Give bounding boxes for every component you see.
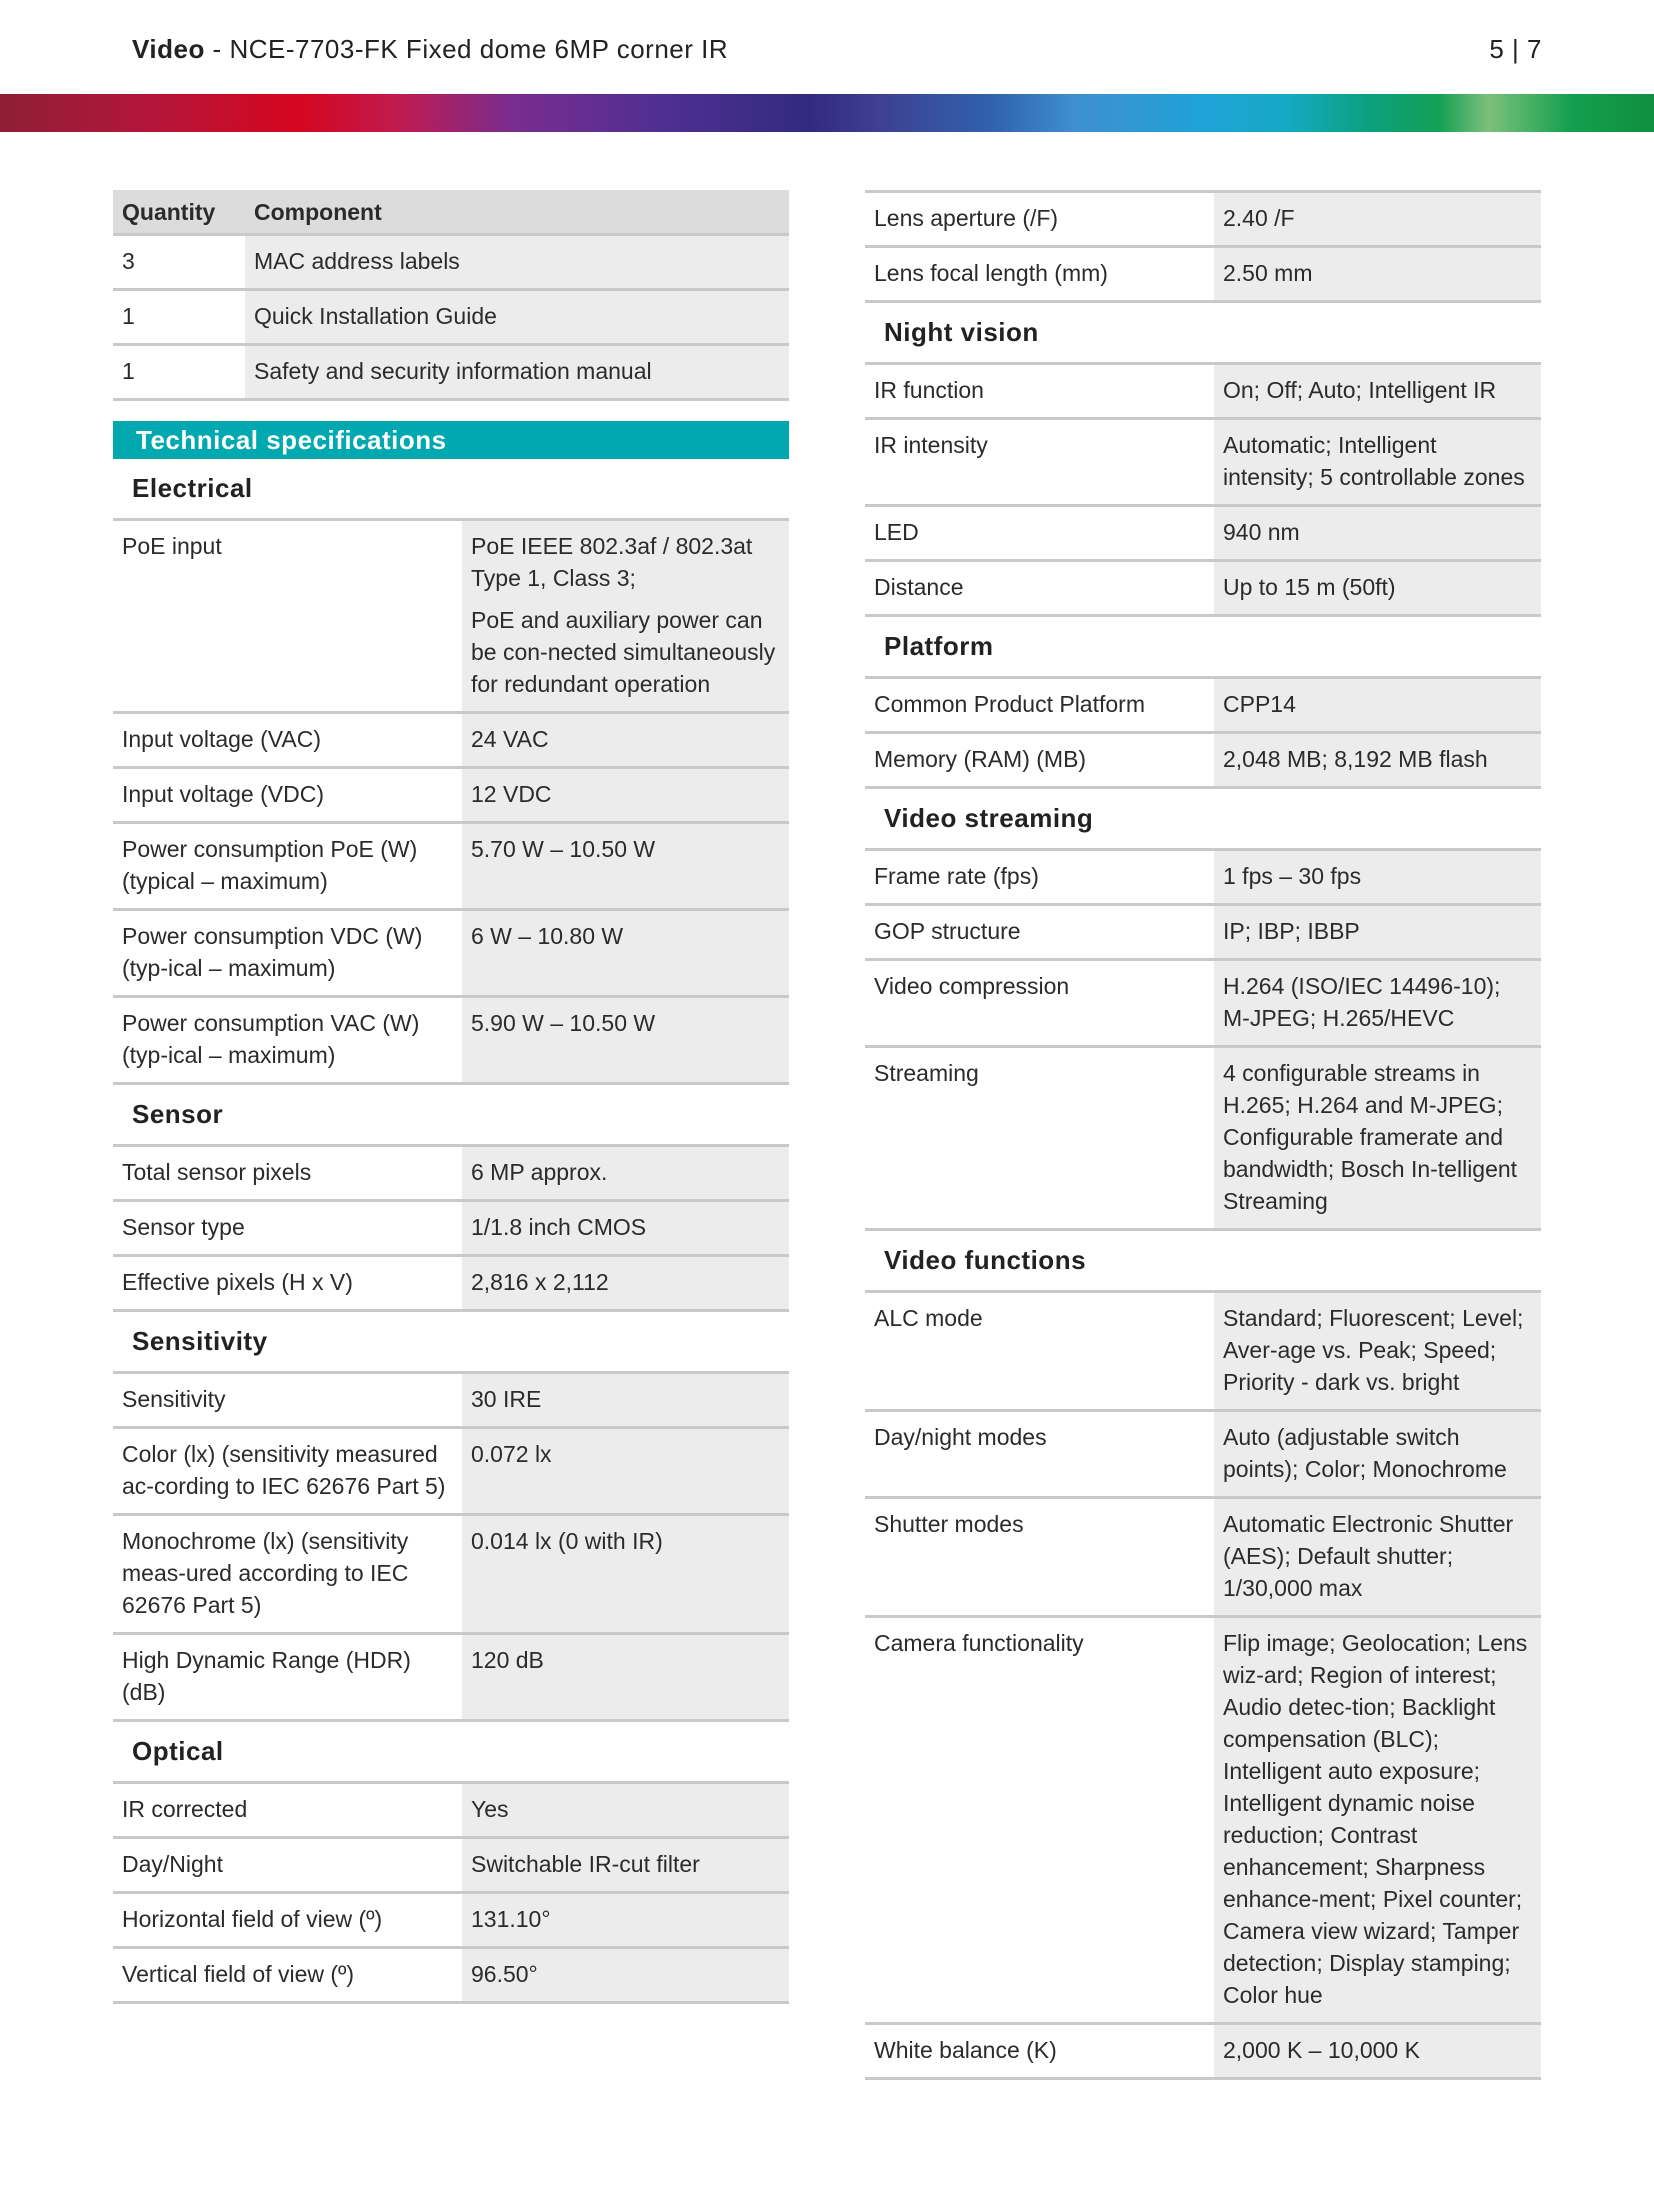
- spec-value: [1214, 960, 1541, 1047]
- spec-table-sensitivity: [113, 1374, 789, 1722]
- spec-value: [462, 1893, 789, 1948]
- spec-value: [1214, 561, 1541, 616]
- technical-specifications-title: Technical specifications: [113, 421, 789, 459]
- quantity-cell: 1: [113, 345, 245, 400]
- spec-value: [462, 1256, 789, 1311]
- spec-value: [1214, 679, 1541, 733]
- spec-row: [865, 679, 1541, 733]
- spec-row: [113, 768, 789, 823]
- spec-value: [462, 910, 789, 997]
- spec-row: [865, 561, 1541, 616]
- spec-label: Lens focal length (mm): [865, 247, 1214, 302]
- spec-value-text: CPP14: [1223, 691, 1296, 717]
- spec-value-text: 4 configurable streams in H.265; H.264 and M-JPEG; Configurable framerate and bandwidth; Bosch In-telligent Streaming: [1223, 1060, 1518, 1214]
- spec-label: Distance: [865, 561, 1214, 616]
- quantity-cell: 1: [113, 290, 245, 345]
- page-header: [132, 34, 1542, 74]
- spec-table-video-streaming: [865, 851, 1541, 1231]
- spec-row: [113, 1784, 789, 1838]
- spec-value-text: 2,816 x 2,112: [471, 1269, 609, 1295]
- section-heading-platform: Platform: [865, 617, 1541, 679]
- spec-value: [462, 768, 789, 823]
- spec-label: Power consumption VAC (W) (typ-ical – maximum): [113, 997, 462, 1084]
- spec-label: IR corrected: [113, 1784, 462, 1838]
- spec-label: Streaming: [865, 1047, 1214, 1230]
- page-number: 5 | 7: [1489, 34, 1542, 64]
- spec-value: [1214, 1411, 1541, 1498]
- spec-row: [113, 521, 789, 713]
- spec-value: [462, 1428, 789, 1515]
- spec-value: [462, 1515, 789, 1634]
- spec-table-electrical: [113, 521, 789, 1085]
- spec-label: Lens aperture (/F): [865, 192, 1214, 247]
- spec-label: White balance (K): [865, 2024, 1214, 2079]
- spec-value-text: 0.072 lx: [471, 1441, 552, 1467]
- spec-table-sensor: [113, 1147, 789, 1312]
- spec-label: Memory (RAM) (MB): [865, 733, 1214, 788]
- section-heading-optical: Optical: [113, 1722, 789, 1784]
- component-cell: Quick Installation Guide: [245, 290, 789, 345]
- spec-value-text: Automatic Electronic Shutter (AES); Default shutter; 1/30,000 max: [1223, 1511, 1514, 1601]
- spec-value: [1214, 851, 1541, 905]
- spec-row: [113, 1893, 789, 1948]
- spec-row: [865, 1411, 1541, 1498]
- spec-label: Day/night modes: [865, 1411, 1214, 1498]
- spec-value: [462, 1784, 789, 1838]
- spec-value: [1214, 247, 1541, 302]
- spec-row: [113, 1948, 789, 2003]
- spec-value: [462, 997, 789, 1084]
- spec-row: [865, 960, 1541, 1047]
- spec-value-text: Yes: [471, 1796, 509, 1822]
- spec-value-text: 5.70 W – 10.50 W: [471, 836, 656, 862]
- spec-value: [462, 1948, 789, 2003]
- spec-value: [462, 1374, 789, 1428]
- table-row: [113, 290, 789, 345]
- spec-row: [113, 1256, 789, 1311]
- spec-row: [865, 247, 1541, 302]
- spec-value: [462, 1201, 789, 1256]
- right-column: [865, 190, 1541, 2080]
- spec-value-text: Up to 15 m (50ft): [1223, 574, 1396, 600]
- spec-row: [865, 192, 1541, 247]
- spec-value-text: 24 VAC: [471, 726, 549, 752]
- spec-value-text: Flip image; Geolocation; Lens wiz-ard; Region of interest; Audio detec-tion; Backlight compensation (BLC); Intelligent auto exposure; Intelligent dynamic noise reduction; Contrast enhancement; Sharpness enhance-ment; Pixel counter; Camera view wizard; Tamper detection; Display stamping; Color hue: [1223, 1630, 1528, 2008]
- spec-row: [113, 713, 789, 768]
- spec-value-text: 1 fps – 30 fps: [1223, 863, 1362, 889]
- spec-value-text: 2,000 K – 10,000 K: [1223, 2037, 1420, 2063]
- spec-value: [1214, 905, 1541, 960]
- spec-value: [1214, 2024, 1541, 2079]
- section-heading-video-functions: Video functions: [865, 1231, 1541, 1293]
- spec-value-text: 6 MP approx.: [471, 1159, 608, 1185]
- quantity-cell: 3: [113, 235, 245, 290]
- spec-row: [865, 2024, 1541, 2079]
- section-heading-sensitivity: Sensitivity: [113, 1312, 789, 1374]
- spec-value-text: PoE IEEE 802.3af / 802.3at Type 1, Class 3;: [471, 533, 753, 591]
- spec-label: Shutter modes: [865, 1498, 1214, 1617]
- spec-value: [1214, 192, 1541, 247]
- spec-value-text: 2,048 MB; 8,192 MB flash: [1223, 746, 1488, 772]
- left-column: [113, 190, 789, 2004]
- header-category: Video: [132, 34, 205, 64]
- spec-row: [865, 851, 1541, 905]
- section-heading-video-streaming: Video streaming: [865, 789, 1541, 851]
- spec-label: Common Product Platform: [865, 679, 1214, 733]
- spec-value-text: Standard; Fluorescent; Level; Aver-age vs. Peak; Speed; Priority - dark vs. bright: [1223, 1305, 1524, 1395]
- spec-value: [1214, 1293, 1541, 1411]
- spec-value-text: 940 nm: [1223, 519, 1300, 545]
- spec-value-text: 131.10°: [471, 1906, 551, 1932]
- spec-value-text: Switchable IR-cut filter: [471, 1851, 700, 1877]
- spec-value: [462, 521, 789, 713]
- component-cell: Safety and security information manual: [245, 345, 789, 400]
- column-header-component: Component: [245, 190, 789, 235]
- spec-row: [113, 1201, 789, 1256]
- brand-color-band: [0, 94, 1654, 132]
- spec-label: Frame rate (fps): [865, 851, 1214, 905]
- spec-label: Input voltage (VAC): [113, 713, 462, 768]
- header-separator: -: [204, 34, 230, 64]
- spec-row: [865, 506, 1541, 561]
- components-table-header: [113, 190, 789, 235]
- table-row: [113, 345, 789, 400]
- component-cell: MAC address labels: [245, 235, 789, 290]
- spec-value-text: 2.40 /F: [1223, 205, 1295, 231]
- spec-value: [1214, 1498, 1541, 1617]
- spec-row: [865, 1293, 1541, 1411]
- spec-value: [1214, 733, 1541, 788]
- spec-row: [113, 997, 789, 1084]
- spec-value: [462, 1634, 789, 1721]
- spec-row: [865, 905, 1541, 960]
- spec-label: Effective pixels (H x V): [113, 1256, 462, 1311]
- spec-label: Input voltage (VDC): [113, 768, 462, 823]
- spec-row: [113, 1838, 789, 1893]
- right-spec-sections: [865, 190, 1541, 2080]
- spec-row: [113, 1147, 789, 1201]
- spec-row: [113, 1515, 789, 1634]
- spec-value-text: 1/1.8 inch CMOS: [471, 1214, 647, 1240]
- spec-table-platform: [865, 679, 1541, 789]
- spec-label: Video compression: [865, 960, 1214, 1047]
- section-heading-electrical: Electrical: [113, 459, 789, 521]
- spec-value: [1214, 1047, 1541, 1230]
- spec-label: Power consumption VDC (W) (typ-ical – maximum): [113, 910, 462, 997]
- spec-value: [1214, 1617, 1541, 2024]
- spec-value: [462, 823, 789, 910]
- spec-value-text: 30 IRE: [471, 1386, 542, 1412]
- spec-table-optical: [113, 1784, 789, 2004]
- spec-value: [1214, 365, 1541, 419]
- spec-table-night-vision: [865, 365, 1541, 617]
- spec-value-text: 96.50°: [471, 1961, 538, 1987]
- spec-row: [865, 1498, 1541, 1617]
- spec-value-text: H.264 (ISO/IEC 14496-10); M-JPEG; H.265/HEVC: [1223, 973, 1501, 1031]
- spec-row: [113, 1634, 789, 1721]
- spec-value-text: Automatic; Intelligent intensity; 5 controllable zones: [1223, 432, 1525, 490]
- spec-value-text: 120 dB: [471, 1647, 544, 1673]
- spec-label: Sensitivity: [113, 1374, 462, 1428]
- header-product: NCE-7703-FK Fixed dome 6MP corner IR: [229, 34, 729, 64]
- spec-value-text: PoE and auxiliary power can be con-nected simultaneously for redundant operation: [471, 607, 776, 697]
- spec-label: GOP structure: [865, 905, 1214, 960]
- section-heading-night-vision: Night vision: [865, 303, 1541, 365]
- spec-row: [865, 365, 1541, 419]
- spec-value-text: 5.90 W – 10.50 W: [471, 1010, 656, 1036]
- spec-table-video-functions: [865, 1293, 1541, 2080]
- components-table: [113, 190, 789, 401]
- spec-label: PoE input: [113, 521, 462, 713]
- spec-value: [462, 713, 789, 768]
- spec-label: Total sensor pixels: [113, 1147, 462, 1201]
- spec-value-text: 6 W – 10.80 W: [471, 923, 624, 949]
- spec-row: [113, 1374, 789, 1428]
- spec-label: Horizontal field of view (º): [113, 1893, 462, 1948]
- spec-label: Power consumption PoE (W) (typical – maximum): [113, 823, 462, 910]
- spec-row: [865, 733, 1541, 788]
- spec-label: LED: [865, 506, 1214, 561]
- spec-value-text: Auto (adjustable switch points); Color; Monochrome: [1223, 1424, 1507, 1482]
- spec-label: IR function: [865, 365, 1214, 419]
- column-header-quantity: Quantity: [113, 190, 245, 235]
- spec-label: Sensor type: [113, 1201, 462, 1256]
- spec-label: Camera functionality: [865, 1617, 1214, 2024]
- spec-label: ALC mode: [865, 1293, 1214, 1411]
- spec-value-text: 0.014 lx (0 with IR): [471, 1528, 663, 1554]
- spec-value-text: IP; IBP; IBBP: [1223, 918, 1360, 944]
- spec-row: [113, 823, 789, 910]
- spec-value: [1214, 419, 1541, 506]
- spec-row: [113, 910, 789, 997]
- spec-value-text: 12 VDC: [471, 781, 552, 807]
- spec-row: [865, 1047, 1541, 1230]
- spec-value: [1214, 506, 1541, 561]
- spec-row: [865, 1617, 1541, 2024]
- table-row: [113, 235, 789, 290]
- section-heading-sensor: Sensor: [113, 1085, 789, 1147]
- spec-label: Day/Night: [113, 1838, 462, 1893]
- spec-row: [113, 1428, 789, 1515]
- spec-row: [865, 419, 1541, 506]
- spec-value: [462, 1838, 789, 1893]
- spec-table: [865, 190, 1541, 303]
- left-spec-sections: [113, 459, 789, 2004]
- spec-label: Color (lx) (sensitivity measured ac-cording to IEC 62676 Part 5): [113, 1428, 462, 1515]
- spec-label: Vertical field of view (º): [113, 1948, 462, 2003]
- spec-label: IR intensity: [865, 419, 1214, 506]
- spec-label: Monochrome (lx) (sensitivity meas-ured according to IEC 62676 Part 5): [113, 1515, 462, 1634]
- spec-label: High Dynamic Range (HDR) (dB): [113, 1634, 462, 1721]
- spec-value-text: 2.50 mm: [1223, 260, 1313, 286]
- spec-value: [462, 1147, 789, 1201]
- spec-value-text: On; Off; Auto; Intelligent IR: [1223, 377, 1497, 403]
